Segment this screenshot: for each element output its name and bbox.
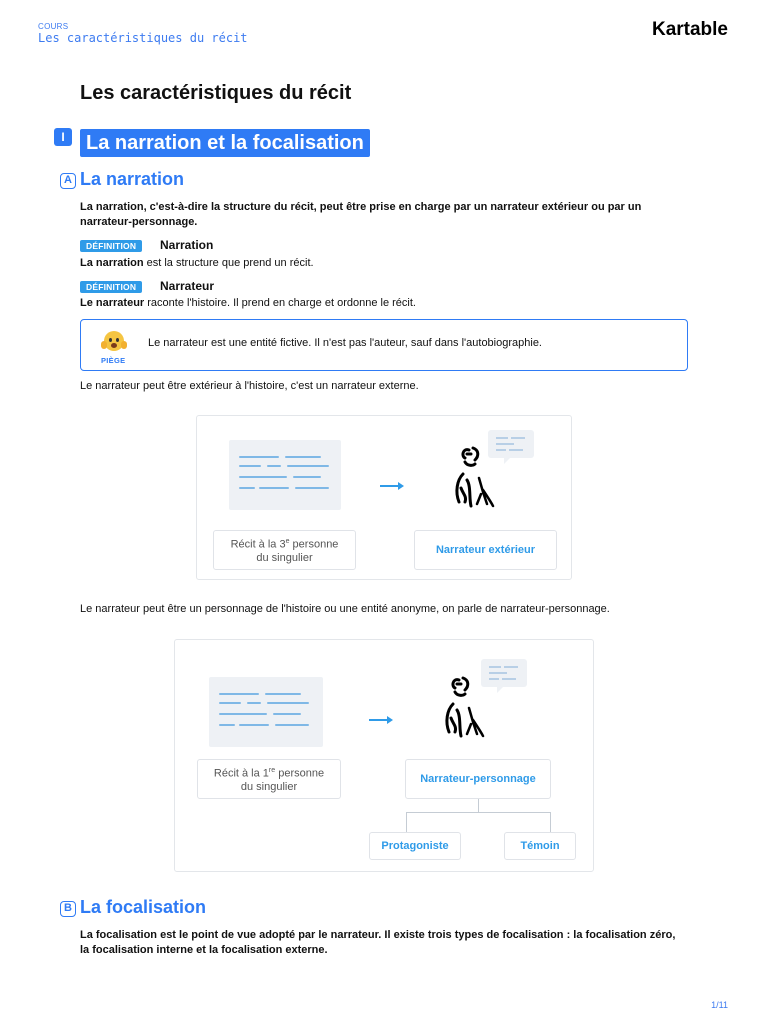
definition-term: Narration: [160, 238, 214, 252]
caption-character-narrator: Narrateur-personnage: [405, 759, 551, 799]
subsection-title: La narration: [80, 169, 185, 189]
definition-text: [80, 296, 680, 311]
definition-term: Narrateur: [160, 279, 215, 293]
header-course-title[interactable]: Les caractéristiques du récit: [38, 31, 248, 45]
page-title: Les caractéristiques du récit: [80, 82, 352, 104]
caption-line-2: du singulier: [240, 781, 298, 794]
pitfall-label: PIÈGE: [101, 356, 126, 365]
paragraph-character-narrator: Le narrateur peut être un personnage de l'histoire ou une entité anonyme, on parle de narrateur-personnage.: [80, 603, 610, 615]
text-block-graphic: [209, 677, 323, 747]
subsection-title: La focalisation: [80, 897, 207, 917]
focalisation-intro: La focalisation est le point de vue adopté par le narrateur. Il existe trois types de focalisation : la focalisation zéro, la focalisation interne et la focalisation externe.: [80, 929, 676, 956]
subsection-letter-badge: B: [60, 901, 76, 917]
narrator-figure-icon: [449, 444, 499, 512]
face-screaming-icon: [104, 331, 124, 351]
section-number-badge: I: [54, 128, 72, 146]
intro-paragraph: La narration, c'est-à-dire la structure du récit, peut être prise en charge par un narrateur extérieur ou par un narrateur-personnage.: [80, 201, 642, 228]
caption-line-1: Récit à la 3e personne: [230, 537, 339, 551]
caption-protagonist: Protagoniste: [369, 832, 461, 860]
definition-rest: raconte l'histoire. Il prend en charge et ordonne le récit.: [144, 297, 416, 309]
caption-line-2: du singulier: [256, 552, 313, 565]
definition-rest: est la structure que prend un récit.: [143, 257, 314, 269]
definition-bold: La narration: [80, 257, 144, 269]
paragraph-external-narrator: Le narrateur peut être extérieur à l'histoire, c'est un narrateur externe.: [80, 380, 419, 392]
arrow-icon: [369, 719, 391, 721]
text-block-graphic: [229, 440, 341, 510]
caption-line-1: Récit à la 1re personne: [213, 766, 325, 780]
definition-text: [80, 256, 680, 271]
pitfall-callout: [80, 319, 688, 371]
section-title: La narration et la focalisation: [80, 129, 370, 157]
header-kicker: COURS: [38, 22, 69, 31]
caption-first-person: [197, 759, 341, 799]
caption-witness: Témoin: [504, 832, 576, 860]
definition-bold: Le narrateur: [80, 297, 145, 309]
brand-logo: Kartable: [651, 19, 728, 40]
subsection-letter-badge: A: [60, 173, 76, 189]
pitfall-text: Le narrateur est une entité fictive. Il n'est pas l'auteur, sauf dans l'autobiographie.: [148, 337, 542, 349]
caption-external-narrator: Narrateur extérieur: [414, 530, 557, 570]
definition-badge: DÉFINITION: [80, 281, 142, 293]
arrow-icon: [380, 485, 402, 487]
page-number: 1/11: [711, 1000, 728, 1010]
definition-badge: DÉFINITION: [80, 240, 142, 252]
illustration-external-narrator: [196, 415, 572, 580]
narrator-figure-icon: [439, 674, 489, 742]
illustration-character-narrator: [174, 639, 594, 872]
caption-third-person: [213, 530, 356, 570]
